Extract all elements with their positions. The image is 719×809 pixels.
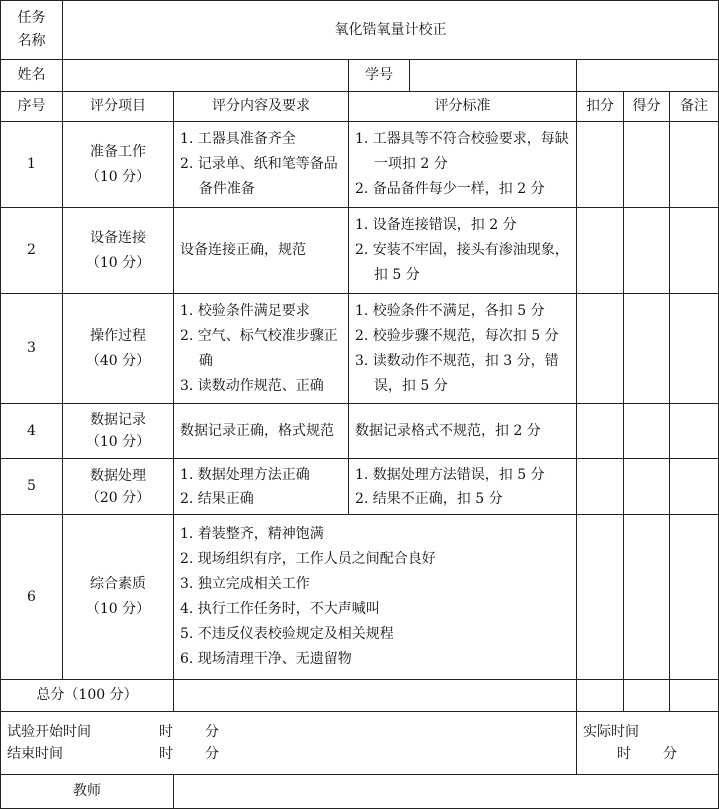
col-no: 序号 xyxy=(1,92,63,122)
name-value[interactable] xyxy=(63,60,349,92)
content-line: 5. 不违反仪表校验规定及相关规程 xyxy=(180,626,394,642)
standard-line: 1. 数据处理方法错误，扣 5 分 xyxy=(355,466,545,483)
row-item-name: 综合素质 xyxy=(90,576,146,592)
table-row xyxy=(1,404,719,459)
row-no: 3 xyxy=(1,294,63,404)
actual-time-label: 实际时间 xyxy=(583,724,639,740)
deduct-cell[interactable] xyxy=(577,208,624,294)
content-line: 1. 数据处理方法正确 xyxy=(180,466,310,483)
standard-line: 1. 设备连接错误，扣 2 分 xyxy=(355,217,517,233)
id-value[interactable] xyxy=(410,60,576,91)
remark-cell[interactable] xyxy=(670,294,719,404)
col-content: 评分内容及要求 xyxy=(174,92,349,122)
col-standard: 评分标准 xyxy=(349,92,577,122)
row-content: 设备连接正确，规范 xyxy=(174,208,349,294)
row-item-name: 准备工作 xyxy=(90,143,146,160)
remark-cell[interactable] xyxy=(670,404,719,459)
teacher-label: 教师 xyxy=(1,775,174,809)
col-item: 评分项目 xyxy=(63,92,174,122)
content-line: 2. 现场组织有序，工作人员之间配合良好 xyxy=(180,551,436,567)
content-line: 3. 独立完成相关工作 xyxy=(180,576,310,592)
col-deduct: 扣分 xyxy=(577,92,624,122)
row-item-points: （10 分） xyxy=(85,434,151,450)
teacher-row xyxy=(1,775,719,809)
row-item xyxy=(63,515,174,680)
actual-hour-unit: 时 xyxy=(617,746,631,762)
total-remark[interactable] xyxy=(670,680,719,712)
row-item-points: （10 分） xyxy=(85,254,151,271)
standard-line: 2. 校验步骤不规范，每次扣 5 分 xyxy=(355,327,559,344)
total-value[interactable] xyxy=(174,680,577,712)
row-standard xyxy=(349,208,577,294)
deduct-cell[interactable] xyxy=(577,294,624,404)
total-deduct[interactable] xyxy=(577,680,624,712)
row-content xyxy=(174,122,349,208)
name-row xyxy=(1,60,719,92)
deduct-cell[interactable] xyxy=(577,515,624,680)
row-standard xyxy=(349,459,577,515)
row-standard xyxy=(349,122,577,208)
row-item-name: 数据处理 xyxy=(90,467,146,484)
row-content xyxy=(174,515,577,680)
table-row xyxy=(1,459,719,515)
row-standard: 数据记录格式不规范，扣 2 分 xyxy=(349,404,577,459)
row-item xyxy=(63,208,174,294)
content-line: 3. 读数动作规范、正确 xyxy=(180,377,324,394)
start-time-label: 试验开始时间 xyxy=(7,724,91,740)
score-cell[interactable] xyxy=(624,515,670,680)
deduct-cell[interactable] xyxy=(577,404,624,459)
row-item-points: （40 分） xyxy=(85,352,151,369)
score-cell[interactable] xyxy=(624,208,670,294)
standard-line: 2. 结果不正确，扣 5 分 xyxy=(355,490,503,507)
content-line: 1. 工器具准备齐全 xyxy=(180,131,296,147)
deduct-cell[interactable] xyxy=(577,459,624,515)
deduct-cell[interactable] xyxy=(577,122,624,208)
table-row xyxy=(1,294,719,404)
name-label: 姓名 xyxy=(1,60,63,92)
row-item-points: （10 分） xyxy=(85,168,151,185)
row-no: 1 xyxy=(1,122,63,208)
total-label: 总分（100 分） xyxy=(1,680,174,712)
standard-line: 2. 备品备件每少一样，扣 2 分 xyxy=(355,181,545,197)
actual-time-cell xyxy=(577,712,719,775)
start-minute-unit: 分 xyxy=(205,724,219,740)
row-item-name: 数据记录 xyxy=(90,412,146,428)
standard-line: 1. 工器具等不符合校验要求，每缺一项扣 2 分 xyxy=(355,131,569,172)
row-no: 2 xyxy=(1,208,63,294)
remark-cell[interactable] xyxy=(670,459,719,515)
actual-time-units xyxy=(583,743,712,765)
table-row xyxy=(1,208,719,294)
content-line: 2. 空气、标气校准步骤正确 xyxy=(180,327,338,369)
id-label: 学号 xyxy=(349,60,410,91)
start-hour-unit: 时 xyxy=(159,724,173,740)
id-cell xyxy=(349,60,577,92)
task-label-cell xyxy=(1,1,63,60)
col-remark: 备注 xyxy=(670,92,719,122)
remark-cell[interactable] xyxy=(670,122,719,208)
row-item xyxy=(63,404,174,459)
table-row xyxy=(1,122,719,208)
end-time-line xyxy=(7,743,570,765)
standard-line: 2. 安装不牢固，接头有渗油现象，扣 5 分 xyxy=(355,242,569,283)
row-item xyxy=(63,459,174,515)
score-cell[interactable] xyxy=(624,294,670,404)
total-row xyxy=(1,680,719,712)
standard-line: 1. 校验条件不满足，各扣 5 分 xyxy=(355,302,545,319)
end-minute-unit: 分 xyxy=(205,746,219,762)
row-item xyxy=(63,294,174,404)
remark-cell[interactable] xyxy=(670,515,719,680)
col-score: 得分 xyxy=(624,92,670,122)
row-item-points: （10 分） xyxy=(85,601,151,617)
table-row xyxy=(1,515,719,680)
content-line: 6. 现场清理干净、无遗留物 xyxy=(180,651,352,667)
row-item xyxy=(63,122,174,208)
content-line: 4. 执行工作任务时，不大声喊叫 xyxy=(180,601,380,617)
start-time-line xyxy=(7,721,570,743)
actual-minute-unit: 分 xyxy=(663,746,677,762)
column-header-row xyxy=(1,92,719,122)
end-hour-unit: 时 xyxy=(159,746,173,762)
row-item-points: （20 分） xyxy=(85,489,151,506)
content-line: 1. 着装整齐，精神饱满 xyxy=(180,526,324,542)
time-row xyxy=(1,712,719,775)
content-line: 1. 校验条件满足要求 xyxy=(180,302,310,319)
id-value-extra[interactable] xyxy=(577,60,719,92)
end-time-label: 结束时间 xyxy=(7,746,63,762)
score-cell[interactable] xyxy=(624,404,670,459)
total-score[interactable] xyxy=(624,680,670,712)
remark-cell[interactable] xyxy=(670,208,719,294)
teacher-value[interactable] xyxy=(174,775,719,809)
content-line: 2. 记录单、纸和笔等备品备件准备 xyxy=(180,156,338,197)
row-item-name: 设备连接 xyxy=(90,229,146,246)
task-row xyxy=(1,1,719,60)
row-content: 数据记录正确，格式规范 xyxy=(174,404,349,459)
score-cell[interactable] xyxy=(624,122,670,208)
row-no: 4 xyxy=(1,404,63,459)
row-item-name: 操作过程 xyxy=(90,327,146,344)
content-line: 2. 结果正确 xyxy=(180,490,254,507)
time-cell xyxy=(1,712,577,775)
row-standard xyxy=(349,294,577,404)
task-name: 氧化锆氧量计校正 xyxy=(63,1,719,60)
row-no: 6 xyxy=(1,515,63,680)
row-content xyxy=(174,294,349,404)
task-label: 任务名称 xyxy=(17,10,46,49)
row-no: 5 xyxy=(1,459,63,515)
row-content xyxy=(174,459,349,515)
score-cell[interactable] xyxy=(624,459,670,515)
standard-line: 3. 读数动作不规范，扣 3 分，错误，扣 5 分 xyxy=(355,352,559,394)
